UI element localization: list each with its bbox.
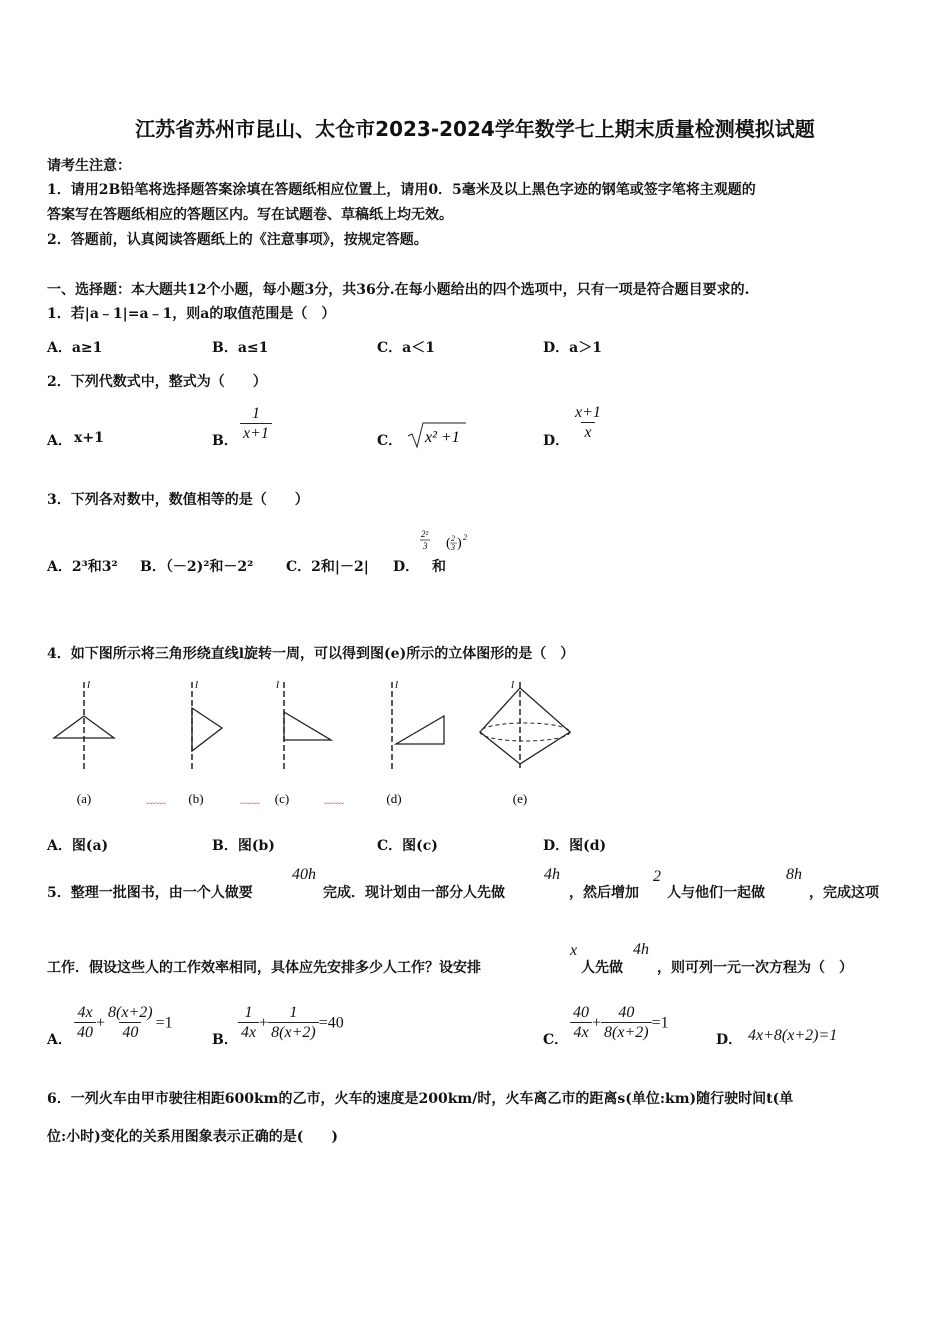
q5-option-c: $\frac{40}{4x}$ + $\frac{40}{8(x+2)}$ =1	[570, 1004, 669, 1043]
svg-text:3: 3	[451, 543, 455, 552]
svg-text:(a): (a)	[76, 791, 92, 806]
q2-b-den: x+1	[240, 423, 272, 444]
q2-option-b-fraction	[240, 405, 272, 444]
q3-stem: 3．下列各对数中，数值相等的是（ ）	[47, 492, 309, 508]
q3-option-c: C．2和|－2|	[286, 559, 369, 575]
q1-option-c: C．a＜1	[377, 340, 435, 356]
q5-stem-2: 完成．现计划由一部分人先做	[323, 885, 505, 901]
q5-4h-b: 4h	[633, 941, 649, 958]
q5-option-d: 4x+8(x+2)=1	[748, 1027, 838, 1044]
squiggle-mark: ﹏﹏	[240, 795, 260, 806]
svg-text:3: 3	[423, 541, 428, 551]
q3-option-d-expr	[416, 526, 478, 574]
q4-figures	[48, 676, 588, 820]
q4-option-d: D．图(d)	[543, 838, 607, 854]
q5-8h: 8h	[786, 866, 802, 883]
q1-stem: 1．若|a﹣1|=a﹣1，则a的取值范围是（ ）	[47, 306, 336, 322]
q2-option-d-fraction	[572, 404, 604, 443]
svg-text:(e): (e)	[512, 791, 528, 806]
notice-line-1b: 答案写在答题纸相应的答题区内。写在试题卷、草稿纸上均无效。	[47, 207, 453, 223]
q5-stem-7: 人先做	[581, 960, 623, 976]
q5-stem-5: ，完成这项	[809, 885, 879, 901]
q5-40h: 40h	[292, 866, 316, 883]
q4-option-a: A．图(a)	[47, 838, 109, 854]
q5-stem-4: 人与他们一起做	[667, 885, 765, 901]
squiggle-mark: ﹏﹏	[146, 795, 166, 806]
q2-option-a: x+1	[74, 430, 104, 446]
q2-d-num: x+1	[575, 404, 601, 421]
q2-c-body: x² +1	[425, 429, 460, 446]
q2-b-num: 1	[251, 405, 260, 422]
q2-label-d: D．	[543, 433, 570, 449]
q3-option-b: B．（－2)²和－2²	[140, 559, 254, 575]
svg-text:l: l	[87, 679, 91, 691]
squiggle-mark: ﹏﹏	[324, 795, 344, 806]
svg-text:): )	[457, 536, 462, 551]
svg-text:(d): (d)	[386, 791, 402, 806]
svg-text:l: l	[395, 679, 399, 691]
svg-text:l: l	[195, 679, 199, 691]
q2-option-c-sqrt	[406, 420, 468, 454]
q4-stem: 4．如下图所示将三角形绕直线l旋转一周，可以得到图(e)所示的立体图形的是（ ）	[47, 646, 575, 662]
q5-stem-3: ，然后增加	[569, 885, 639, 901]
q6-line-2: 位:小时)变化的关系用图象表示正确的是( )	[47, 1129, 339, 1145]
figure-a	[54, 679, 114, 806]
q1-option-a: A．a≥1	[47, 340, 103, 356]
q2-label-c: C．	[377, 433, 403, 449]
q1-option-b: B．a≤1	[212, 340, 269, 356]
svg-text:(c): (c)	[274, 791, 290, 806]
svg-text:2²: 2²	[421, 529, 429, 539]
q3-option-d-label: D．	[393, 559, 420, 575]
q5-option-a: $\frac{4x}{40}$ + $\frac{8(x+2)}{40}$ =1	[74, 1004, 173, 1043]
notice-heading: 请考生注意：	[47, 158, 131, 174]
figure-d	[386, 679, 444, 806]
q5-option-b: $\frac{1}{4x}$ + $\frac{1}{8(x+2)}$ =40	[238, 1004, 344, 1043]
q3-d-math	[416, 526, 478, 570]
q5-stem-6: 工作．假设这些人的工作效率相同，具体应先安排多少人工作？设安排	[47, 960, 481, 976]
figure-c	[275, 679, 331, 806]
svg-text:(: (	[446, 536, 451, 551]
section-heading: 一、选择题：本大题共12个小题，每小题3分，共36分.在每小题给出的四个选项中，只有一项是符合题目要求的.	[47, 282, 750, 298]
q5-4h: 4h	[544, 866, 560, 883]
q5-x: x	[570, 942, 578, 959]
figure-b	[188, 679, 222, 806]
q4-option-c: C．图(c)	[377, 838, 438, 854]
svg-text:2: 2	[463, 533, 467, 542]
notice-line-1a: 1．请用2B铅笔将选择题答案涂填在答题纸相应位置上，请用0．5毫米及以上黑色字迹的钢笔或签字笔将主观题的	[47, 182, 756, 198]
q5-label-a: A．	[47, 1032, 72, 1048]
svg-text:l: l	[511, 679, 515, 691]
q5-label-c: C．	[543, 1032, 569, 1048]
svg-text:2: 2	[451, 534, 455, 543]
q5-stem-8: ，则可列一元一次方程为（ ）	[657, 960, 853, 976]
figure-e	[480, 679, 570, 806]
q5-label-d: D．	[716, 1032, 743, 1048]
page-title: 江苏省苏州市昆山、太仓市2023-2024学年数学七上期末质量检测模拟试题	[135, 117, 815, 141]
q2-label-b: B．	[212, 433, 238, 449]
q5-two: 2	[653, 868, 661, 885]
q5-stem-1: 5．整理一批图书，由一个人做要	[47, 885, 253, 901]
q3-option-a: A．2³和3²	[47, 559, 118, 575]
svg-text:l: l	[276, 679, 280, 691]
q5-label-b: B．	[212, 1032, 238, 1048]
rotation-figures	[48, 676, 588, 816]
q2-label-a: A．	[47, 433, 72, 449]
q2-stem: 2．下列代数式中，整式为（ ）	[47, 374, 267, 390]
q1-option-d: D．a＞1	[543, 340, 602, 356]
notice-line-2: 2．答题前，认真阅读答题纸上的《注意事项》，按规定答题。	[47, 232, 428, 248]
q3-option-d-and: 和	[432, 559, 446, 575]
svg-text:(b): (b)	[188, 791, 204, 806]
q4-option-b: B．图(b)	[212, 838, 275, 854]
q2-d-den: x	[581, 422, 594, 443]
sqrt-icon	[406, 420, 468, 450]
q6-line-1: 6．一列火车由甲市驶往相距600km的乙市，火车的速度是200km/时，火车离乙市的距离s(单位:km)随行驶时间t(单	[47, 1091, 794, 1107]
